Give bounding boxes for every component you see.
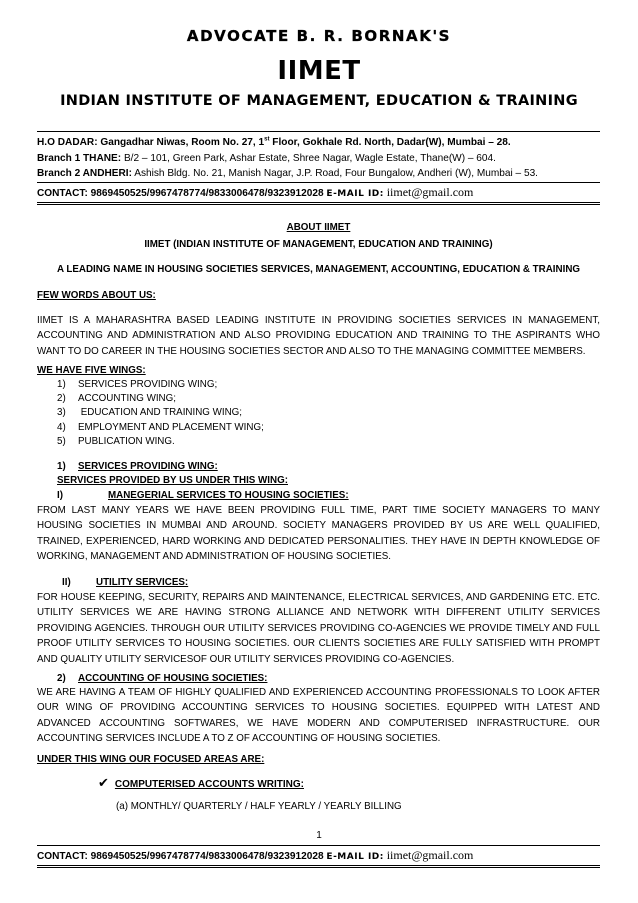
page-number: 1 [316, 830, 322, 841]
address-ho-text: H.O DADAR: Gangadhar Niwas, Room No. 27, 1st Floor, Gokhale Rd. North, Dadar(W), Mumbai – 28. [37, 137, 511, 149]
list-item: 2) ACCOUNTING WING; [57, 393, 176, 405]
list-item: 3) EDUCATION AND TRAINING WING; [57, 407, 243, 419]
branch1-label: Branch 1 THANE: [37, 153, 122, 164]
contact-rule [37, 202, 600, 205]
services-wing-heading: 1) SERVICES PROVIDING WING: [57, 461, 218, 472]
list-item: 1) SERVICES PROVIDING WING; [57, 379, 218, 390]
footer-email-label: E-MAIL ID: [326, 852, 384, 862]
wings-heading: WE HAVE FIVE WINGS: [37, 365, 146, 376]
email-address[interactable]: iimet@gmail.com [386, 185, 474, 199]
accounting-paragraph: WE ARE HAVING A TEAM OF HIGHLY QUALIFIED AND EXPERIENCED ACCOUNTING PROFESSIONALS TO LOOK AFTER OUR WING OF PROVIDING ACCOUNTING SERVICES TO HOUSING SOCIETIES. EQUIPPED WITH LATEST AND ADVANCED ACCOUNTING SOFTWARES, WE HAVE MODERN AND COMPUTERISED INFRASTRUCTURE. OUR ACCOUNTING SERVICES INCLUDE A TO Z OF ACCOUNTING OF HOUSING SOCIETIES. [37, 687, 600, 745]
footer-bottom-rule [37, 865, 600, 868]
contact-line [37, 185, 600, 200]
address-branch2 [37, 166, 600, 181]
focus-heading: UNDER THIS WING OUR FOCUSED AREAS ARE: [37, 754, 265, 765]
about-subheading: IIMET (INDIAN INSTITUTE OF MANAGEMENT, EDUCATION AND TRAINING) [144, 239, 493, 250]
footer-contact-line [37, 848, 600, 863]
services-provided-heading: SERVICES PROVIDED BY US UNDER THIS WING: [57, 475, 288, 486]
managerial-paragraph: FROM LAST MANY YEARS WE HAVE BEEN PROVIDING FULL TIME, PART TIME SOCIETY MANAGERS TO MANY HOUSING SOCIETIES IN MUMBAI AND AROUND. SOCIETY MANAGERS PROVIDED BY US ARE WELL QUALIFIED, TRAINED, EXPERIENCED, HARD WORKING AND DEDICATED PERSONALITIES. THEY HAVE IN DEPTH KNOWLEDGE OF WORKING, MANAGEMENT AND ADMINISTRATION OF HOUSING SOCIETIES. [37, 505, 600, 563]
branch2-text: Ashish Bldg. No. 21, Manish Nagar, J.P. Road, Four Bungalow, Andheri (W), Mumbai – 53. [134, 168, 538, 179]
footer-contact-phones: CONTACT: 9869450525/9967478774/9833006478/9323912028 [37, 851, 324, 862]
contact-phones: CONTACT: 9869450525/9967478774/9833006478/9323912028 [37, 188, 324, 199]
wings-list [57, 378, 264, 449]
address-rule [37, 182, 600, 183]
footer-email-address[interactable]: iimet@gmail.com [386, 848, 474, 862]
checkmark-icon: ✔ [98, 775, 109, 790]
about-tagline: A LEADING NAME IN HOUSING SOCIETIES SERVICES, MANAGEMENT, ACCOUNTING, EDUCATION & TRAINING [56, 264, 581, 275]
utility-heading: II) UTILITY SERVICES: [62, 577, 189, 588]
few-words-paragraph: IIMET IS A MAHARASHTRA BASED LEADING INSTITUTE IN PROVIDING SOCIETIES SERVICES IN MANAGEMENT, ACCOUNTING AND ADMINISTRATION AND ALSO PROVIDING EDUCATION AND TRAINING TO THE ASPIRANTS WHO WANT TO DO CAREER IN THE HOUSING SOCIETIES SECTOR AND ALSO TO THE MANAGING COMMITTEE MEMBERS. [37, 315, 600, 357]
list-item: 4) EMPLOYMENT AND PLACEMENT WING; [57, 421, 264, 433]
branch1-text: B/2 – 101, Green Park, Ashar Estate, Shree Nagar, Wagle Estate, Thane(W) – 604. [123, 153, 496, 164]
list-item: 5) PUBLICATION WING. [57, 435, 175, 447]
about-heading: ABOUT IIMET [286, 222, 351, 233]
accounting-heading: 2) ACCOUNTING OF HOUSING SOCIETIES: [57, 673, 268, 684]
footer-rule [37, 845, 600, 846]
few-words-heading: FEW WORDS ABOUT US: [37, 290, 156, 301]
focus-sub-item: (a) MONTHLY/ QUARTERLY / HALF YEARLY / YEARLY BILLING [116, 801, 402, 812]
focus-checklist-item: ✔ COMPUTERISED ACCOUNTS WRITING: [98, 775, 304, 790]
address-branch1 [37, 151, 600, 166]
branch2-label: Branch 2 ANDHERI: [37, 168, 132, 179]
email-label: E-MAIL ID: [326, 189, 384, 199]
managerial-heading: I) MANEGERIAL SERVICES TO HOUSING SOCIETIES: [57, 490, 349, 501]
header-rule [37, 131, 600, 132]
advocate-heading: ADVOCATE B. R. BORNAK'S [186, 27, 452, 45]
utility-paragraph: FOR HOUSE KEEPING, SECURITY, REPAIRS AND MAINTENANCE, ELECTRICAL SERVICES, AND GARDENING ETC. ETC. UTILITY SERVICES WE ARE HAVING STRONG ALLIANCE AND NETWORK WITH DIFFERENT UTILITY SERVICES PROVIDING AGENCIES. THROUGH OUR UTILITY SERVICES PROVIDING CO-AGENCIES WE PROVIDE TIMELY AND FULL PROOF UTILITY SERVICES TO HOUSING SOCIETIES. OUR CLIENTS SOCIETIES ARE FULLY SATISFIED WITH PROMPT AND QUALITY UTILITY SERVICESOF OUR UTILITY SERVICES PROVIDING CO-AGENCIES. [37, 592, 600, 665]
address-ho [37, 133, 600, 150]
page-title: IIMET [277, 56, 361, 86]
institute-name: INDIAN INSTITUTE OF MANAGEMENT, EDUCATION & TRAINING [60, 93, 578, 109]
